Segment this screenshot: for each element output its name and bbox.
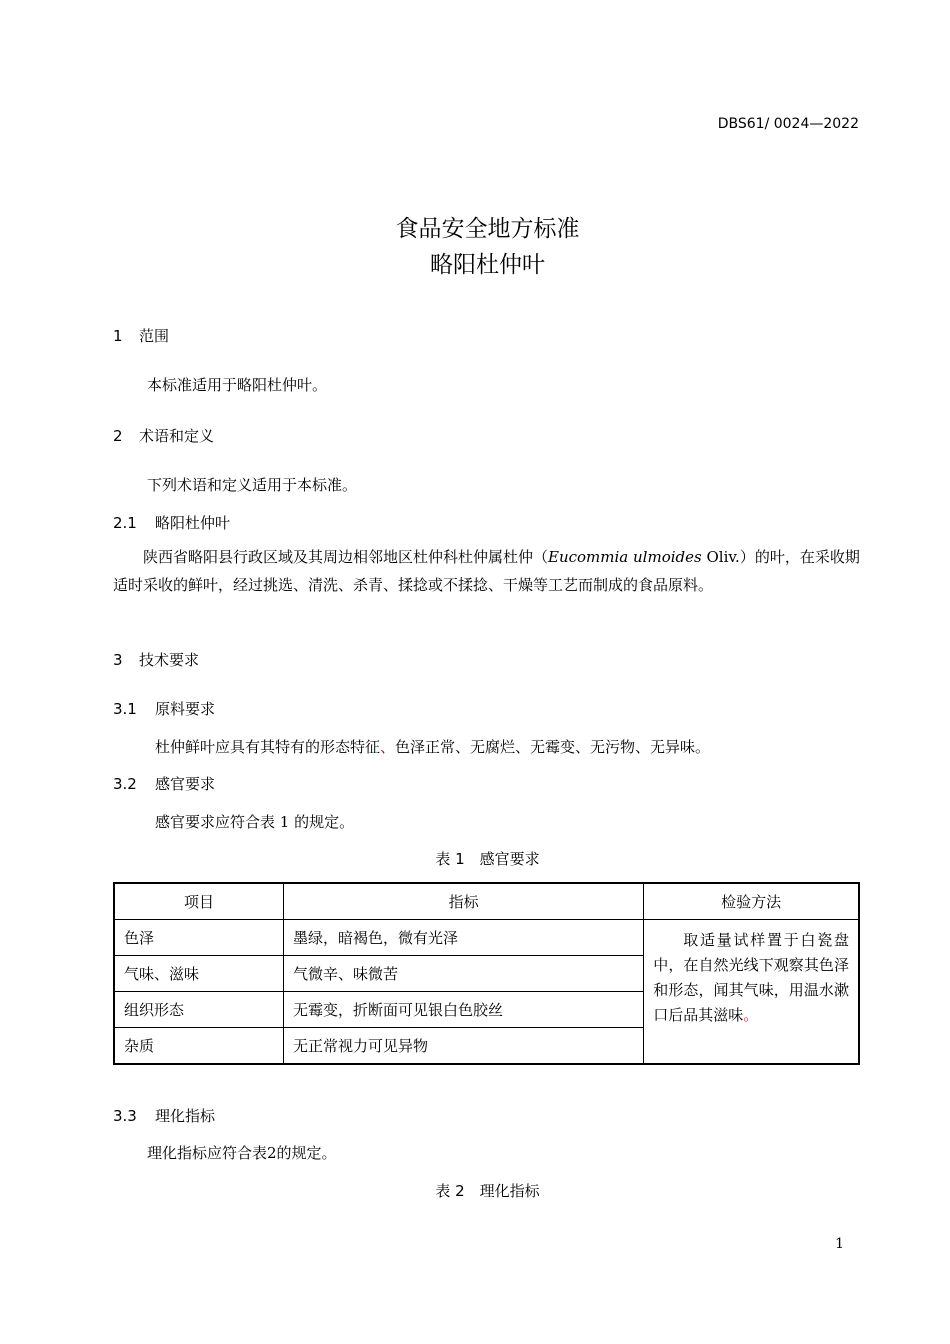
test-method-end: 。: [743, 1006, 759, 1024]
section-2-1-body: [113, 543, 861, 599]
row-item: 组织形态: [114, 992, 283, 1028]
section-3-3-number: 3.3: [113, 1107, 137, 1125]
section-3-1-title: 原料要求: [155, 700, 216, 718]
raw-material-mark: 、: [380, 738, 396, 756]
section-3-2-title: 感官要求: [155, 775, 216, 793]
section-1-title: 范围: [139, 327, 170, 345]
table-header-row: [114, 883, 859, 920]
section-2-heading: [113, 425, 214, 446]
section-3-1-heading: [113, 698, 215, 719]
latin-name: Eucommia ulmoides: [548, 548, 702, 566]
section-2-number: 2: [113, 427, 123, 445]
row-indicator: 气微辛、味微苦: [283, 956, 643, 992]
section-3-heading: [113, 649, 199, 670]
section-3-1-body: [155, 736, 710, 757]
header-indicator: 指标: [283, 883, 643, 920]
row-indicator: 无霉变，折断面可见银白色胶丝: [283, 992, 643, 1028]
section-2-1-heading: [113, 512, 230, 533]
definition-text-a: 陕西省略阳县行政区域及其周边相邻地区杜仲科杜仲属杜仲（: [143, 548, 549, 566]
section-3-3-title: 理化指标: [155, 1107, 216, 1125]
section-3-2-heading: [113, 773, 215, 794]
section-3-2-number: 3.2: [113, 775, 137, 793]
table-2-caption: 表 2 理化指标: [435, 1182, 540, 1200]
section-3-3-heading: [113, 1105, 215, 1126]
test-method-text: 取适量试样置于白瓷盘中，在自然光线下观察其色泽和形态，闻其气味，用温水漱口后品其滋味: [653, 931, 849, 1024]
page-subtitle: 略阳杜仲叶: [430, 252, 545, 278]
section-3-2-body: 感官要求应符合表 1 的规定。: [155, 813, 355, 831]
section-2-title: 术语和定义: [139, 427, 215, 445]
section-3-1-number: 3.1: [113, 700, 137, 718]
row-item: 气味、滋味: [114, 956, 283, 992]
header-item: 项目: [114, 883, 283, 920]
section-2-1-number: 2.1: [113, 514, 137, 532]
section-1-body: 本标准适用于略阳杜仲叶。: [147, 376, 328, 394]
section-3-title: 技术要求: [139, 651, 200, 669]
row-item: 色泽: [114, 920, 283, 956]
row-indicator: 墨绿，暗褐色，微有光泽: [283, 920, 643, 956]
document-number: DBS61/ 0024—2022: [717, 116, 859, 132]
sensory-table: [113, 882, 860, 1065]
raw-material-text-b: 色泽正常、无腐烂、无霉变、无污物、无异味。: [395, 738, 711, 756]
section-2-body: 下列术语和定义适用于本标准。: [147, 476, 358, 494]
page-title: 食品安全地方标准: [395, 216, 580, 242]
row-indicator: 无正常视力可见异物: [283, 1028, 643, 1065]
section-3-3-body: 理化指标应符合表2的规定。: [147, 1144, 337, 1162]
definition-text-b: Oliv.）的叶，在采收期适时采收的鲜叶，经过挑选、清洗、杀青、揉捻或不揉捻、干燥等工艺而制成的食品原料。: [113, 548, 860, 594]
section-3-number: 3: [113, 651, 123, 669]
section-1-number: 1: [113, 327, 123, 345]
row-item: 杂质: [114, 1028, 283, 1065]
section-2-1-title: 略阳杜仲叶: [155, 514, 231, 532]
raw-material-text-a: 杜仲鲜叶应具有其特有的形态特征: [155, 738, 381, 756]
section-1-heading: [113, 325, 169, 346]
header-method: 检验方法: [644, 883, 859, 920]
table-1-caption: 表 1 感官要求: [435, 850, 540, 868]
test-method: [644, 920, 859, 1065]
page-number: 1: [835, 1236, 844, 1252]
table-row: [114, 920, 859, 956]
